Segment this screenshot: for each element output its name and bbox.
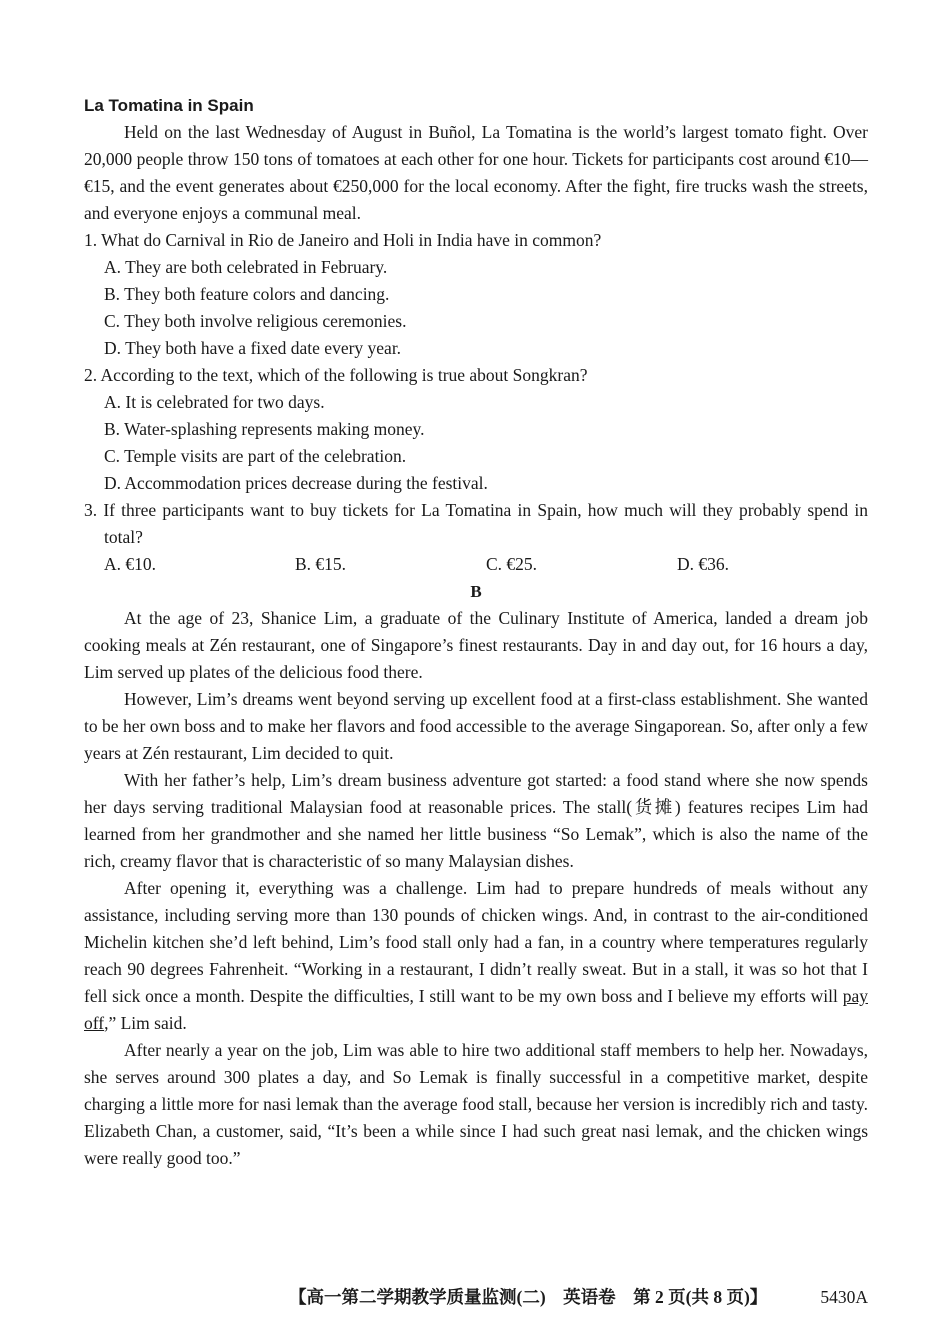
option-b: B. €15. [295,554,347,574]
section-b-paragraph-3: With her father’s help, Lim’s dream business adventure got started: a food stand where she now spends her days serving traditional Malaysian food at reasonable prices. The stall(货摊) features recipes Lim had learned from her grandmother and she named her little business “So Lemak”, which is also the name of the rich, creamy flavor that is characteristic of so many Malaysian dishes. [84,770,868,871]
option-a: A. It is celebrated for two days. [104,392,325,412]
underlined-phrase: pay off [84,986,868,1033]
option-c: C. Temple visits are part of the celebration. [104,446,407,466]
section-b-paragraph-1: At the age of 23, Shanice Lim, a graduate of the Culinary Institute of America, landed a dream job cooking meals at Zén restaurant, one of Singapore’s finest restaurants. Day in and day out, for 16 hours a day, Lim served up plates of the delicious food there. [84,608,868,682]
section-a-paragraph: Held on the last Wednesday of August in Buñol, La Tomatina is the world’s largest tomato fight. Over 20,000 people throw 150 tons of tomatoes at each other for one hour. Tickets for participants cost around €10—€15, and the event generates about €250,000 for the local economy. After the fight, fire trucks wash the streets, and everyone enjoys a communal meal. [84,122,868,223]
paragraph-text: After opening it, everything was a challenge. Lim had to prepare hundreds of meals without any assistance, including serving more than 130 pounds of chicken wings. And, in contrast to the air-conditioned Michelin kitchen she’d left behind, Lim’s food stall only had a fan, in a country where temperatures regularly reach 90 degrees Fahrenheit. “Working in a restaurant, I didn’t really sweat. But in a stall, it was so hot that I fell sick once a month. Despite the difficulties, I still want to be my own boss and I believe my efforts will [84,878,868,1006]
page-content [84,92,868,1172]
question-stem: 3. If three participants want to buy tickets for La Tomatina in Spain, how much will they probably spend in total? [84,500,868,547]
option-a: A. €10. [104,554,157,574]
section-b-label: B [470,582,482,601]
option-d: D. Accommodation prices decrease during the festival. [104,473,488,493]
question-stem: 1. What do Carnival in Rio de Janeiro and Holi in India have in common? [84,230,602,250]
options-row [84,551,868,578]
section-b-paragraph-5: After nearly a year on the job, Lim was able to hire two additional staff members to help her. Nowadays, she serves around 300 plates a day, and So Lemak is finally successful in a competitive market, despite charging a little more for nasi lemak than the average food stall, because her version is incredibly rich and tasty. Elizabeth Chan, a customer, said, “It’s been a while since I had such great nasi lemak, and the chicken wings were really good too.” [84,1040,868,1168]
section-a-title: La Tomatina in Spain [84,96,254,115]
option-d: D. €36. [677,554,730,574]
question-stem: 2. According to the text, which of the following is true about Songkran? [84,365,588,385]
footer-exam-info: 【高一第二学期教学质量监测(二) 英语卷 第 2 页(共 8 页)】 [289,1287,768,1307]
option-d: D. They both have a fixed date every year. [104,338,402,358]
option-b: B. Water-splashing represents making money. [104,419,425,439]
option-b: B. They both feature colors and dancing. [104,284,390,304]
question-3 [84,497,868,578]
option-c: C. They both involve religious ceremonies. [104,311,407,331]
footer-code: 5430A [820,1287,868,1307]
section-b-paragraph-2: However, Lim’s dreams went beyond serving up excellent food at a first-class establishment. She wanted to be her own boss and to make her flavors and food accessible to the average Singaporean. So, after only a few years at Zén restaurant, Lim decided to quit. [84,689,868,763]
question-2 [84,362,868,497]
section-b-paragraph-4 [84,875,868,1037]
option-a: A. They are both celebrated in February. [104,257,388,277]
question-1 [84,227,868,362]
option-c: C. €25. [486,554,538,574]
paragraph-text-end: ,” Lim said. [104,1013,187,1033]
